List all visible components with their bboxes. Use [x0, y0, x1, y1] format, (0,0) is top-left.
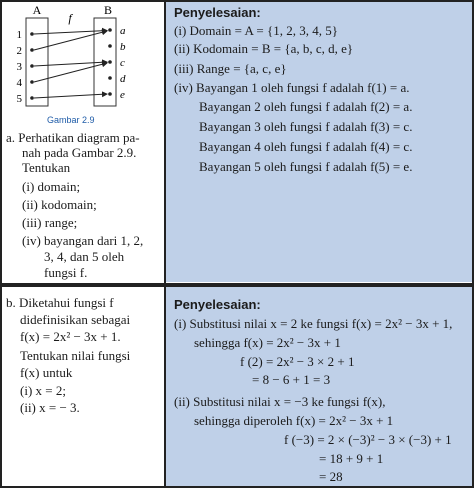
codomain-item: b: [120, 41, 126, 53]
question-a-item: fungsi f.: [44, 265, 88, 280]
question-a-item: (ii) kodomain;: [22, 197, 97, 212]
solution-a-title: Penyelesaian:: [174, 5, 261, 20]
question-b-line: f(x) = 2x² − 3x + 1.: [20, 329, 121, 344]
mapping-arrow: [34, 94, 107, 98]
arrow-diagram: [4, 2, 160, 124]
domain-item: 3: [16, 61, 22, 73]
solution-a-line: (iii) Range = {a, c, e}: [174, 61, 287, 76]
codomain-dot: [108, 44, 112, 48]
domain-item: 4: [16, 77, 22, 89]
question-b-line: b. Diketahui fungsi f: [6, 295, 114, 310]
table-divider-middle: [0, 283, 474, 287]
solution-b-line: sehingga f(x) = 2x² − 3x + 1: [194, 335, 341, 350]
codomain-dot: [108, 60, 112, 64]
domain-dot: [30, 32, 34, 36]
domain-dot: [30, 96, 34, 100]
codomain-item: d: [120, 73, 126, 85]
question-b-line: f(x) untuk: [20, 365, 73, 380]
question-a-item: (iii) range;: [22, 215, 78, 230]
set-a-box: [26, 18, 48, 106]
solution-a-line: (i) Domain = A = {1, 2, 3, 4, 5}: [174, 23, 338, 38]
domain-dot: [30, 64, 34, 68]
domain-item: 2: [16, 45, 22, 57]
codomain-item: a: [120, 25, 126, 37]
solution-a-line: Bayangan 2 oleh fungsi f adalah f(2) = a.: [199, 99, 413, 114]
domain-dot: [30, 80, 34, 84]
solution-a-line: Bayangan 4 oleh fungsi f adalah f(4) = c.: [199, 139, 413, 154]
set-b-label: B: [103, 3, 113, 17]
solution-a-line: (iv) Bayangan 1 oleh fungsi f adalah f(1) = a.: [174, 80, 410, 95]
solution-b-line: = 18 + 9 + 1: [319, 451, 384, 466]
question-a-item: (iv) bayangan dari 1, 2,: [22, 233, 144, 248]
solution-a-line: Bayangan 5 oleh fungsi f adalah f(5) = e.: [199, 159, 413, 174]
set-a-label: A: [32, 3, 42, 17]
domain-item: 1: [16, 29, 22, 41]
table-border-left: [0, 0, 2, 488]
solution-a-line: Bayangan 3 oleh fungsi f adalah f(3) = c.: [199, 119, 413, 134]
question-b-line: (i) x = 2;: [20, 383, 66, 398]
solution-b-line: = 28: [319, 469, 343, 484]
question-a-line: nah pada Gambar 2.9.: [22, 145, 137, 160]
codomain-dot: [108, 76, 112, 80]
question-a-line: Tentukan: [22, 160, 71, 175]
solution-b-line: f (2) = 2x² − 3 × 2 + 1: [240, 354, 355, 369]
question-b-line: Tentukan nilai fungsi: [20, 348, 131, 363]
solution-a-line: (ii) Kodomain = B = {a, b, c, d, e}: [174, 41, 354, 56]
table-divider-vertical: [164, 0, 166, 488]
solution-b-line: = 8 − 6 + 1 = 3: [252, 372, 331, 387]
codomain-dot: [108, 92, 112, 96]
question-a-item: (i) domain;: [22, 179, 81, 194]
solution-b-line: (i) Substitusi nilai x = 2 ke fungsi f(x) = 2x² − 3x + 1,: [174, 316, 453, 331]
codomain-item: c: [120, 57, 125, 69]
question-b-line: didefinisikan sebagai: [20, 312, 131, 327]
solution-b-line: sehingga diperoleh f(x) = 2x² − 3x + 1: [194, 413, 394, 428]
question-a-item: 3, 4, dan 5 oleh: [44, 249, 125, 264]
solution-b-title: Penyelesaian:: [174, 297, 261, 312]
figure-caption: Gambar 2.9: [47, 115, 95, 125]
solution-b-line: (ii) Substitusi nilai x = −3 ke fungsi f(x),: [174, 394, 386, 409]
function-label: f: [68, 11, 72, 25]
domain-dot: [30, 48, 34, 52]
codomain-item: e: [120, 89, 125, 101]
question-a-line: a. Perhatikan diagram pa-: [6, 130, 140, 145]
question-b-line: (ii) x = − 3.: [20, 400, 80, 415]
codomain-dot: [108, 28, 112, 32]
solution-b-line: f (−3) = 2 × (−3)² − 3 × (−3) + 1: [284, 432, 452, 447]
domain-item: 5: [16, 93, 22, 105]
